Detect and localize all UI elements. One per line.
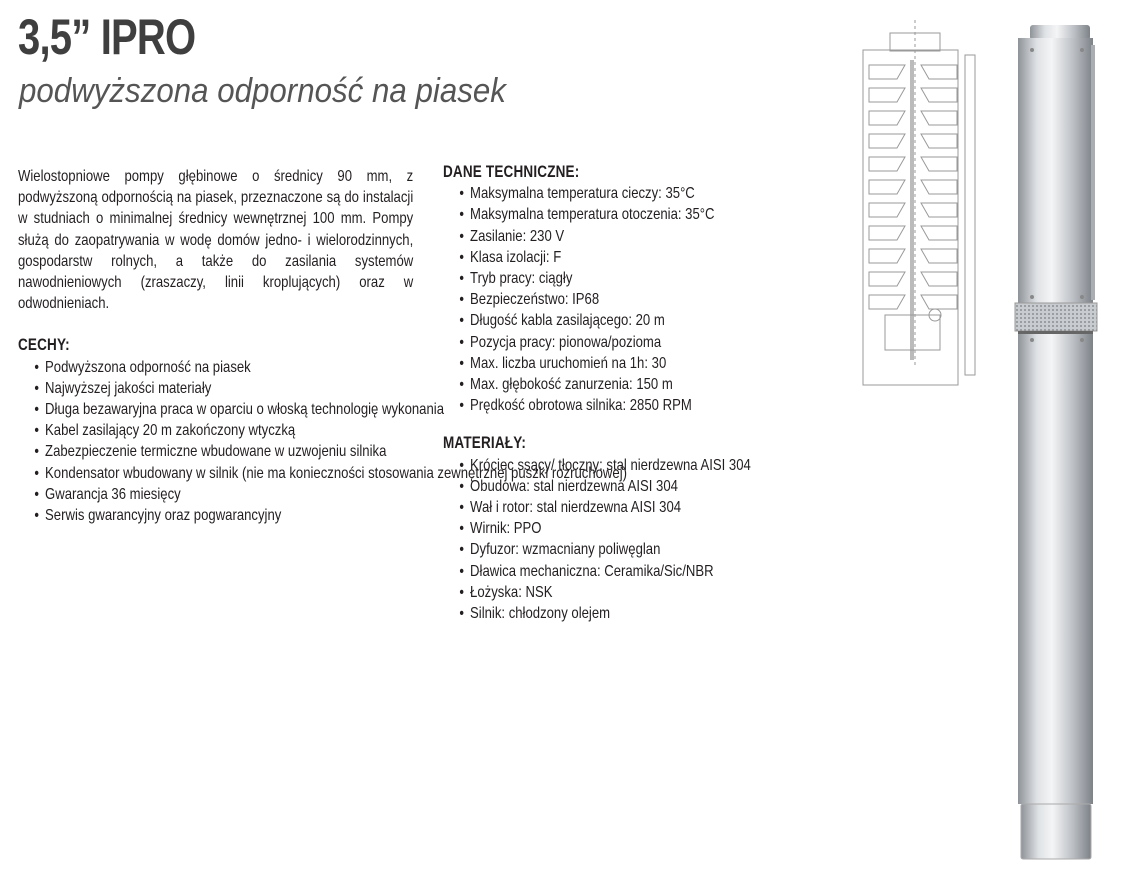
- features-item: • Serwis gwarancyjny oraz pogwarancyjny: [34, 505, 627, 526]
- features-item: • Podwyższona odporność na piasek: [34, 357, 627, 378]
- features-item: • Kondensator wbudowany w silnik (nie ma konieczności stosowania zewnętrznej puszki rozruchowej): [34, 463, 627, 484]
- technical-item: • Maksymalna temperatura cieczy: 35°C: [459, 183, 750, 204]
- technical-item: • Max. głębokość zanurzenia: 150 m: [459, 374, 750, 395]
- technical-item: • Klasa izolacji: F: [459, 247, 750, 268]
- materials-item: • Łożyska: NSK: [459, 582, 750, 603]
- features-item: • Gwarancja 36 miesięcy: [34, 484, 627, 505]
- features-item: • Zabezpieczenie termiczne wbudowane w uzwojeniu silnika: [34, 441, 627, 462]
- materials-item: • Silnik: chłodzony olejem: [459, 603, 750, 624]
- page-subtitle: podwyższona odporność na piasek: [19, 72, 506, 110]
- features-heading: CECHY:: [18, 336, 70, 355]
- materials-item: • Dyfuzor: wzmacniany poliwęglan: [459, 539, 750, 560]
- materials-item: • Wał i rotor: stal nierdzewna AISI 304: [459, 497, 750, 518]
- right-column: [443, 162, 751, 624]
- technical-heading: DANE TECHNICZNE:: [443, 163, 580, 181]
- technical-item: • Pozycja pracy: pionowa/pozioma: [459, 332, 750, 353]
- materials-heading: MATERIAŁY:: [443, 434, 527, 453]
- materials-item: • Wirnik: PPO: [459, 518, 750, 539]
- description: Wielostopniowe pompy głębinowe o średnicy 90 mm, z podwyższoną odpornością na piasek, przeznaczone są do instalacji w studniach o minimalnej średnicy wewnętrznej 100 mm. Pompy służą do zaopatrywania w wodę domów jedno- i wielorodzinnych, gospodarstw rolnych, a także do zasilania systemów nawodnieniowych (zraszaczy, linii kroplujących) oraz w odwodnieniach.: [18, 168, 414, 313]
- materials-item: • Dławica mechaniczna: Ceramika/Sic/NBR: [459, 561, 750, 582]
- materials-list: [443, 455, 751, 625]
- technical-item: • Tryb pracy: ciągły: [459, 268, 750, 289]
- technical-list: [443, 183, 751, 416]
- technical-item: • Maksymalna temperatura otoczenia: 35°C: [459, 204, 750, 225]
- technical-item: • Prędkość obrotowa silnika: 2850 RPM: [459, 395, 750, 416]
- page-title: 3,5” IPRO: [18, 9, 196, 65]
- pump-cross-section-drawing: [863, 20, 975, 385]
- features-item: • Najwyższej jakości materiały: [34, 378, 627, 399]
- technical-item: • Bezpieczeństwo: IP68: [459, 289, 750, 310]
- features-item: • Kabel zasilający 20 m zakończony wtyczką: [34, 420, 627, 441]
- features-item: • Długa bezawaryjna praca w oparciu o włoską technologię wykonania: [34, 399, 627, 420]
- pump-photo: [1015, 25, 1097, 859]
- technical-item: • Długość kabla zasilającego: 20 m: [459, 310, 750, 331]
- technical-item: • Max. liczba uruchomień na 1h: 30: [459, 353, 750, 374]
- materials-item: • Obudowa: stal nierdzewna AISI 304: [459, 476, 750, 497]
- pump-illustration: [855, 20, 1125, 874]
- technical-item: • Zasilanie: 230 V: [459, 226, 750, 247]
- materials-item: • Króciec ssący/ tłoczny: stal nierdzewna AISI 304: [459, 455, 750, 476]
